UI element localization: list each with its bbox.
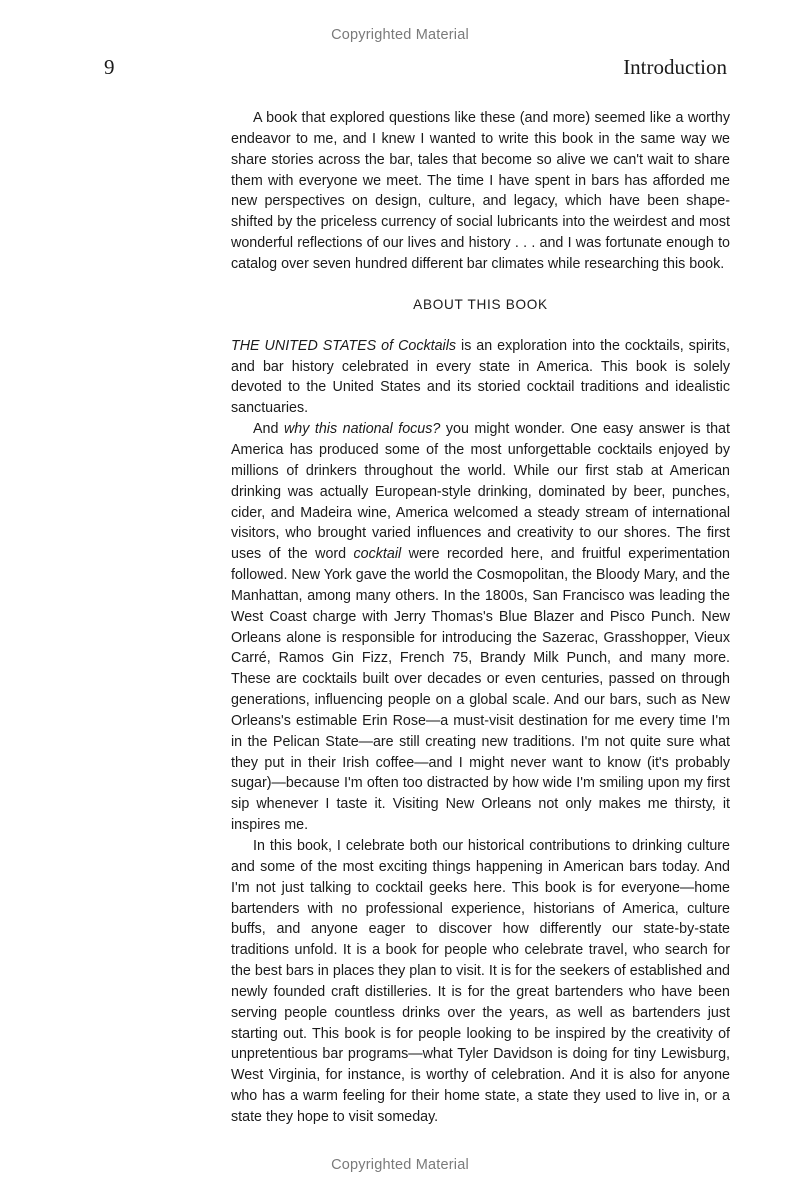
- book-title-of: of Cocktails: [376, 337, 457, 354]
- paragraph-about-book: [231, 336, 730, 419]
- paragraph-audience: In this book, I celebrate both our historical contributions to drinking culture and some of the most exciting things happening in American bars today. And I'm not just talking to cocktail geeks here. This book is for everyone—home bartenders with no professional experience, historians of America, culture buffs, and anyone eager to discover how differently our state-by-state traditions unfold. It is a book for people who celebrate travel, who search for the best bars in places they plan to visit. It is for the seekers of established and newly founded craft distilleries. It is for the great bartenders who have been serving people countless drinks over the years, as well as bartenders just starting out. This book is for people looking to be inspired by the creativity of unpretentious bar programs—what Tyler Davidson is doing for tiny Lewisburg, West Virginia, for instance, is worthy of celebration. And it is also for anyone who has a warm feeling for their home state, a state they used to live in, or a state they hope to visit someday.: [231, 838, 730, 1125]
- page-body: [231, 108, 730, 1128]
- paragraph-national-focus-part-b: were recorded here, and fruitful experimentation followed. New York gave the world the Cosmopolitan, the Bloody Mary, and the Manhattan, among many others. In the 1800s, San Francisco was leading the West Coast charge with Jerry Thomas's Blue Blazer and Pisco Punch. New Orleans alone is responsible for introducing the Sazerac, Grasshopper, Vieux Carré, Ramos Gin Fizz, French 75, Brandy Milk Punch, and many more. These are cocktails built over decades or even centuries, passed on through generations, influencing people on a global scale. And our bars, such as New Orleans's estimable Erin Rose—a must-visit destination for me every time I'm in the Pelican State—are still creating new traditions. I'm not quite sure what they put in their Irish coffee—and I might never want to know (it's probably sugar)—because I'm often too distracted by how wide I'm smiling upon my first sip whenever I taste it. Visiting New Orleans not only makes me thirsty, it inspires me.: [231, 546, 730, 834]
- copyright-watermark-top: Copyrighted Material: [331, 27, 469, 43]
- paragraph-bar-stories: A book that explored questions like these (and more) seemed like a worthy endeavor to me, and I knew I wanted to write this book in the same way we share stories across the bar, tales that become so alive we can't wait to share them with everyone we meet. The time I have spent in bars has afforded me new perspectives on design, culture, and legacy, which have been shape-shifted by the priceless currency of social lubricants into the weirdest and most wonderful reflections of our lives and history . . . and I was fortunate enough to catalog over seven hundred different bar climates while researching this book.: [231, 110, 730, 272]
- copyright-watermark-bottom: Copyrighted Material: [331, 1157, 469, 1173]
- paragraph-national-focus: [231, 419, 730, 836]
- section-heading: ABOUT THIS BOOK: [413, 296, 548, 312]
- chapter-title: Introduction: [623, 55, 727, 79]
- book-title: [231, 338, 456, 354]
- paragraph-about-book-text: is an exploration into the cocktails, spirits, and bar history celebrated in every state in America. This book is solely devoted to the United States and its storied cocktail traditions and idealistic sanctuaries.: [231, 337, 730, 417]
- paragraph-national-focus-part-a: you might wonder. One easy answer is that America has produced some of the most unforgettable cocktails enjoyed by millions of drinkers throughout the world. While our first stab at American drinking was actually European-style drinking, dominated by beer, punches, cider, and Madeira wine, America welcomed a steady stream of international visitors, who brought varied influences and creativity to our shores. The first uses of the word: [231, 421, 730, 563]
- book-title-caps: THE UNITED STATES: [231, 337, 377, 354]
- page-number: 9: [104, 55, 115, 79]
- paragraph-national-focus-lead: And: [253, 421, 284, 438]
- national-focus-question: why this national focus?: [283, 421, 441, 438]
- word-cocktail: cocktail: [353, 546, 402, 563]
- running-head: [104, 55, 727, 83]
